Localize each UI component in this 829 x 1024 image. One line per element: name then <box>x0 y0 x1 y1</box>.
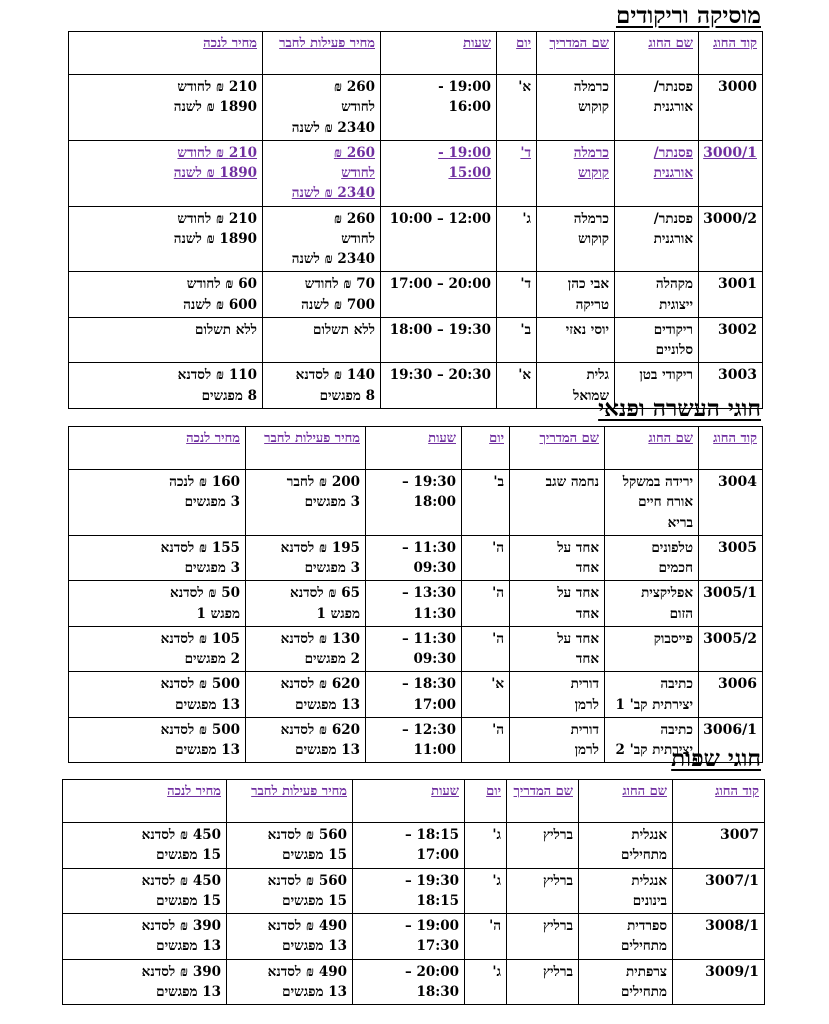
cell-disabled-price <box>69 672 246 718</box>
cell-name <box>579 823 673 869</box>
cell-disabled-price-text: 390 ₪ לסדנא 13 מפגשים <box>141 918 221 955</box>
cell-name <box>615 206 699 272</box>
cell-instructor <box>537 206 615 272</box>
cell-member-price <box>227 823 353 869</box>
cell-disabled-price-text: 210 ₪ לחודש 1890 ₪ לשנה <box>173 144 257 181</box>
cell-code <box>699 317 763 363</box>
section-title-enrichment: חוגי העשרה ופנאי <box>598 395 761 422</box>
col-header-member-price: מחיר פעילות לחבר <box>246 427 366 470</box>
cell-hours <box>381 363 497 409</box>
cell-instructor <box>507 959 579 1005</box>
cell-day <box>497 272 537 318</box>
cell-name-text: כתיבה יצירתית קב' 1 <box>615 676 693 713</box>
cell-member-price <box>246 535 366 581</box>
cell-day-text: ג' <box>492 872 501 889</box>
cell-hours-text: 19:30 – 18:15 <box>404 872 459 909</box>
cell-code-text: 3005/2 <box>703 630 757 647</box>
cell-name-text: מקהלה ייצוגית <box>655 276 693 313</box>
cell-hours <box>366 535 462 581</box>
cell-member-price-text: 560 ₪ לסדנא 15 מפגשים <box>267 872 347 909</box>
cell-hours-text: 19:30 – 18:00 <box>389 321 491 338</box>
cell-name <box>605 581 699 627</box>
cell-instructor <box>507 823 579 869</box>
cell-member-price-text: 70 ₪ לחודש 700 ₪ לשנה <box>301 276 375 313</box>
cell-day-text: ג' <box>522 210 531 227</box>
table-row <box>69 626 763 672</box>
table-row <box>63 914 765 960</box>
cell-code <box>699 75 763 141</box>
cell-disabled-price-text: 450 ₪ לסדנא 15 מפגשים <box>141 827 221 864</box>
cell-member-price <box>263 206 381 272</box>
cell-hours <box>353 823 465 869</box>
cell-code <box>673 959 765 1005</box>
cell-hours <box>366 717 462 763</box>
cell-hours-text: 19:00 - 16:00 <box>438 79 491 116</box>
table-row <box>69 140 763 206</box>
cell-disabled-price <box>63 868 227 914</box>
cell-day <box>497 363 537 409</box>
cell-name-text: צרפתית מתחילים <box>620 963 667 1000</box>
cell-disabled-price <box>69 140 263 206</box>
languages-table <box>62 779 765 1005</box>
cell-day <box>497 317 537 363</box>
cell-disabled-price-text: ללא תשלום <box>195 321 257 338</box>
cell-day <box>465 868 507 914</box>
cell-day <box>462 470 510 536</box>
cell-member-price-text: 130 ₪ לסדנא 2 מפגשים <box>280 630 360 667</box>
cell-member-price <box>227 868 353 914</box>
table-row <box>69 75 763 141</box>
col-header-day: יום <box>497 32 537 75</box>
cell-day <box>462 672 510 718</box>
cell-hours <box>381 140 497 206</box>
cell-disabled-price <box>69 206 263 272</box>
cell-code <box>673 914 765 960</box>
table-row <box>69 470 763 536</box>
col-header-member-price: מחיר פעילות לחבר <box>227 780 353 823</box>
col-header-disabled-price: מחיר לנכה <box>63 780 227 823</box>
cell-code <box>699 140 763 206</box>
cell-name-text: פסנתר/ אורגנית <box>653 79 693 116</box>
table-row <box>63 959 765 1005</box>
table-row <box>69 317 763 363</box>
col-header-instructor: שם המדריך <box>537 32 615 75</box>
cell-day-text: ג' <box>492 963 501 980</box>
cell-instructor <box>510 535 605 581</box>
cell-day-text: ה' <box>492 721 504 738</box>
col-header-code: קוד החוג <box>673 780 765 823</box>
enrichment-table <box>68 426 763 763</box>
cell-day-text: ה' <box>489 918 501 934</box>
cell-day-text: ה' <box>492 585 504 602</box>
table-row <box>69 535 763 581</box>
cell-member-price <box>246 581 366 627</box>
cell-day-text: ה' <box>492 630 504 647</box>
cell-name-text: טלפונים חכמים <box>651 539 693 576</box>
cell-instructor <box>507 914 579 960</box>
cell-code-text: 3007/1 <box>705 872 759 889</box>
cell-instructor <box>510 626 605 672</box>
music-table <box>68 31 763 409</box>
col-header-code: קוד החוג <box>699 32 763 75</box>
cell-member-price <box>246 672 366 718</box>
cell-disabled-price <box>69 272 263 318</box>
cell-hours <box>366 470 462 536</box>
cell-instructor-text: ברליץ <box>542 827 573 843</box>
cell-name <box>615 75 699 141</box>
col-header-code: קוד החוג <box>699 427 763 470</box>
table-header-row <box>69 32 763 75</box>
cell-name-text: פסנתר/ אורגנית <box>653 144 693 181</box>
cell-member-price <box>227 959 353 1005</box>
cell-code-text: 3001 <box>718 276 757 293</box>
cell-code <box>699 626 763 672</box>
col-header-disabled-price: מחיר לנכה <box>69 32 263 75</box>
cell-member-price <box>263 272 381 318</box>
cell-member-price <box>263 317 381 363</box>
cell-member-price <box>263 363 381 409</box>
cell-code <box>699 206 763 272</box>
cell-disabled-price-text: 160 ₪ לנכה 3 מפגשים <box>169 474 240 511</box>
cell-name-text: ריקודי בטן <box>639 367 693 384</box>
cell-hours-text: 19:00 – 17:30 <box>404 918 459 955</box>
cell-instructor <box>510 672 605 718</box>
cell-hours-text: 12:30 – 11:00 <box>401 721 456 758</box>
cell-hours <box>381 75 497 141</box>
cell-code-text: 3002 <box>718 321 757 338</box>
cell-hours-text: 20:00 – 18:30 <box>404 963 459 1000</box>
cell-code-text: 3000 <box>718 79 757 95</box>
cell-member-price-text: 140 ₪ לסדנא 8 מפגשים <box>295 367 375 404</box>
cell-code <box>699 470 763 536</box>
cell-day <box>497 206 537 272</box>
cell-instructor-text: אחד על אחד <box>557 630 599 667</box>
cell-hours <box>366 581 462 627</box>
cell-hours <box>381 272 497 318</box>
cell-instructor-text: גלית שמואל <box>573 367 609 404</box>
cell-disabled-price-text: 50 ₪ לסדנא מפגש 1 <box>170 585 240 622</box>
cell-name <box>615 317 699 363</box>
cell-day <box>465 823 507 869</box>
cell-hours <box>366 626 462 672</box>
cell-instructor <box>537 317 615 363</box>
cell-day <box>465 959 507 1005</box>
cell-disabled-price <box>63 914 227 960</box>
cell-disabled-price <box>63 959 227 1005</box>
cell-hours-text: 11:30 – 09:30 <box>401 539 456 576</box>
cell-hours-text: 19:30 – 18:00 <box>401 474 456 511</box>
col-header-instructor: שם המדריך <box>507 780 579 823</box>
table-row <box>69 581 763 627</box>
cell-member-price <box>246 470 366 536</box>
cell-disabled-price-text: 500 ₪ לסדנא 13 מפגשים <box>160 676 240 713</box>
col-header-day: יום <box>465 780 507 823</box>
cell-member-price-text: 200 ₪ לחבר 3 מפגשים <box>286 474 360 511</box>
table-row <box>69 717 763 763</box>
cell-day <box>462 535 510 581</box>
cell-instructor <box>507 868 579 914</box>
cell-member-price-text: 620 ₪ לסדנא 13 מפגשים <box>280 676 360 713</box>
cell-name <box>605 535 699 581</box>
cell-day-text: ג' <box>492 827 501 843</box>
cell-member-price-text: 260 ₪ לחודש 2340 ₪ לשנה <box>291 144 375 202</box>
cell-name-text: פסנתר/ אורגנית <box>653 210 693 247</box>
cell-name <box>615 272 699 318</box>
cell-code <box>699 581 763 627</box>
cell-day-text: ה' <box>492 539 504 556</box>
table-row <box>69 672 763 718</box>
cell-hours <box>353 959 465 1005</box>
col-header-name: שם החוג <box>605 427 699 470</box>
cell-member-price-text: 65 ₪ לסדנא מפגש 1 <box>290 585 360 622</box>
cell-code-text: 3007 <box>720 827 759 843</box>
cell-disabled-price-text: 60 ₪ לחודש 600 ₪ לשנה <box>183 276 257 313</box>
cell-hours <box>353 868 465 914</box>
cell-day <box>497 140 537 206</box>
cell-name-text: אפליקצית הזום <box>641 585 693 622</box>
cell-instructor-text: אחד על אחד <box>557 585 599 622</box>
cell-day <box>497 75 537 141</box>
cell-day-text: ד' <box>520 276 531 293</box>
cell-member-price <box>246 626 366 672</box>
cell-instructor-text: ברליץ <box>542 918 573 934</box>
cell-member-price-text: ללא תשלום <box>313 321 375 338</box>
cell-disabled-price-text: 210 ₪ לחודש 1890 ₪ לשנה <box>173 210 257 247</box>
cell-code <box>699 272 763 318</box>
cell-disabled-price <box>69 581 246 627</box>
col-header-hours: שעות <box>381 32 497 75</box>
cell-hours <box>353 914 465 960</box>
cell-name-text: פייסבוק <box>653 630 693 647</box>
cell-name-text: ירידה במשקל אורח חיים בריא <box>622 474 693 531</box>
cell-name-text: אנגלית מתחילים <box>620 827 667 864</box>
cell-code <box>673 868 765 914</box>
cell-disabled-price <box>69 363 263 409</box>
cell-name-text: אנגלית בינונים <box>631 872 667 909</box>
cell-hours-text: 12:00 – 10:00 <box>389 210 491 227</box>
cell-disabled-price <box>69 535 246 581</box>
cell-instructor-text: דורית לרמן <box>570 721 599 758</box>
cell-day <box>465 914 507 960</box>
cell-member-price <box>246 717 366 763</box>
cell-instructor-text: אחד על אחד <box>557 539 599 576</box>
cell-hours-text: 20:00 – 17:00 <box>389 276 491 293</box>
cell-disabled-price-text: 390 ₪ לסדנא 13 מפגשים <box>141 963 221 1000</box>
cell-code-text: 3005/1 <box>703 585 757 602</box>
cell-code-text: 3009/1 <box>705 963 759 980</box>
cell-hours-text: 18:30 – 17:00 <box>401 676 456 713</box>
cell-day <box>462 626 510 672</box>
cell-name-text: כתיבה יצירתית קב' 2 <box>615 721 693 758</box>
cell-instructor <box>537 140 615 206</box>
cell-code <box>699 672 763 718</box>
cell-disabled-price-text: 105 ₪ לסדנא 2 מפגשים <box>160 630 240 667</box>
cell-instructor-text: נחמה שגב <box>545 474 599 490</box>
cell-code-text: 3003 <box>718 367 757 384</box>
cell-name <box>615 140 699 206</box>
col-header-name: שם החוג <box>579 780 673 823</box>
col-header-member-price: מחיר פעילות לחבר <box>263 32 381 75</box>
cell-hours-text: 11:30 – 09:30 <box>401 630 456 667</box>
section-title-languages: חוגי שפות <box>671 745 761 772</box>
col-header-disabled-price: מחיר לנכה <box>69 427 246 470</box>
cell-member-price-text: 260 ₪ לחודש 2340 ₪ לשנה <box>291 210 375 267</box>
cell-member-price <box>263 75 381 141</box>
cell-day-text: ב' <box>493 474 504 490</box>
cell-member-price <box>227 914 353 960</box>
table-row <box>69 272 763 318</box>
cell-disabled-price-text: 500 ₪ לסדנא 13 מפגשים <box>160 721 240 758</box>
cell-disabled-price-text: 210 ₪ לחודש 1890 ₪ לשנה <box>173 79 257 116</box>
cell-code-text: 3000/1 <box>703 144 757 161</box>
cell-hours-text: 20:30 – 19:30 <box>389 367 491 384</box>
cell-member-price-text: 620 ₪ לסדנא 13 מפגשים <box>280 721 360 758</box>
cell-day <box>462 581 510 627</box>
cell-instructor <box>510 581 605 627</box>
table-row <box>69 206 763 272</box>
cell-code-text: 3006/1 <box>703 721 757 738</box>
cell-hours-text: 18:15 – 17:00 <box>404 827 459 864</box>
cell-instructor-text: ברליץ <box>542 963 573 980</box>
cell-code-text: 3006 <box>718 676 757 693</box>
cell-code <box>673 823 765 869</box>
cell-name <box>579 914 673 960</box>
cell-member-price-text: 260 ₪ לחודש 2340 ₪ לשנה <box>291 79 375 136</box>
cell-day-text: א' <box>518 367 531 384</box>
cell-instructor-text: דורית לרמן <box>570 676 599 713</box>
col-header-hours: שעות <box>366 427 462 470</box>
col-header-hours: שעות <box>353 780 465 823</box>
cell-hours <box>366 672 462 718</box>
cell-disabled-price <box>69 626 246 672</box>
cell-instructor-text: אבי כהן טריקה <box>567 276 609 313</box>
cell-name-text: ריקודים סלוניים <box>653 321 693 358</box>
table-header-row <box>63 780 765 823</box>
cell-code-text: 3004 <box>718 474 757 490</box>
cell-name <box>605 470 699 536</box>
cell-name <box>605 672 699 718</box>
cell-name <box>605 626 699 672</box>
cell-name-text: ספרדית מתחילים <box>620 918 667 955</box>
cell-day <box>462 717 510 763</box>
cell-hours <box>381 317 497 363</box>
cell-instructor <box>510 717 605 763</box>
cell-instructor <box>510 470 605 536</box>
section-title-music: מוסיקה וריקודים <box>615 2 761 29</box>
table-header-row <box>69 427 763 470</box>
col-header-instructor: שם המדריך <box>510 427 605 470</box>
cell-member-price-text: 490 ₪ לסדנא 13 מפגשים <box>267 963 347 1000</box>
cell-day-text: א' <box>518 79 531 95</box>
cell-hours-text: 19:00 - 15:00 <box>438 144 491 181</box>
cell-member-price-text: 560 ₪ לסדנא 15 מפגשים <box>267 827 347 864</box>
cell-instructor-text: כרמלה קוקוש <box>573 210 609 247</box>
cell-code-text: 3005 <box>718 539 757 556</box>
cell-hours-text: 13:30 – 11:30 <box>401 585 456 622</box>
cell-member-price <box>263 140 381 206</box>
cell-disabled-price-text: 450 ₪ לסדנא 15 מפגשים <box>141 872 221 909</box>
table-row <box>63 823 765 869</box>
cell-instructor-text: ברליץ <box>542 872 573 889</box>
cell-name <box>579 868 673 914</box>
cell-disabled-price <box>69 317 263 363</box>
cell-name <box>579 959 673 1005</box>
cell-hours <box>381 206 497 272</box>
cell-instructor <box>537 272 615 318</box>
cell-day-text: ב' <box>520 321 531 338</box>
cell-instructor-text: יוסי נאזי <box>565 321 609 338</box>
cell-instructor <box>537 75 615 141</box>
cell-disabled-price <box>69 717 246 763</box>
cell-code-text: 3000/2 <box>703 210 757 227</box>
col-header-name: שם החוג <box>615 32 699 75</box>
cell-disabled-price <box>69 75 263 141</box>
cell-member-price-text: 195 ₪ לסדנא 3 מפגשים <box>280 539 360 576</box>
cell-disabled-price <box>63 823 227 869</box>
cell-disabled-price-text: 110 ₪ לסדנא 8 מפגשים <box>177 367 257 404</box>
cell-instructor-text: כרמלה קוקוש <box>573 144 609 181</box>
table-row <box>63 868 765 914</box>
cell-disabled-price <box>69 470 246 536</box>
cell-code-text: 3008/1 <box>705 918 759 934</box>
cell-member-price-text: 490 ₪ לסדנא 13 מפגשים <box>267 918 347 955</box>
cell-instructor-text: כרמלה קוקוש <box>573 79 609 116</box>
cell-disabled-price-text: 155 ₪ לסדנא 3 מפגשים <box>160 539 240 576</box>
cell-day-text: א' <box>491 676 504 693</box>
cell-code <box>699 535 763 581</box>
col-header-day: יום <box>462 427 510 470</box>
cell-day-text: ד' <box>520 144 531 161</box>
